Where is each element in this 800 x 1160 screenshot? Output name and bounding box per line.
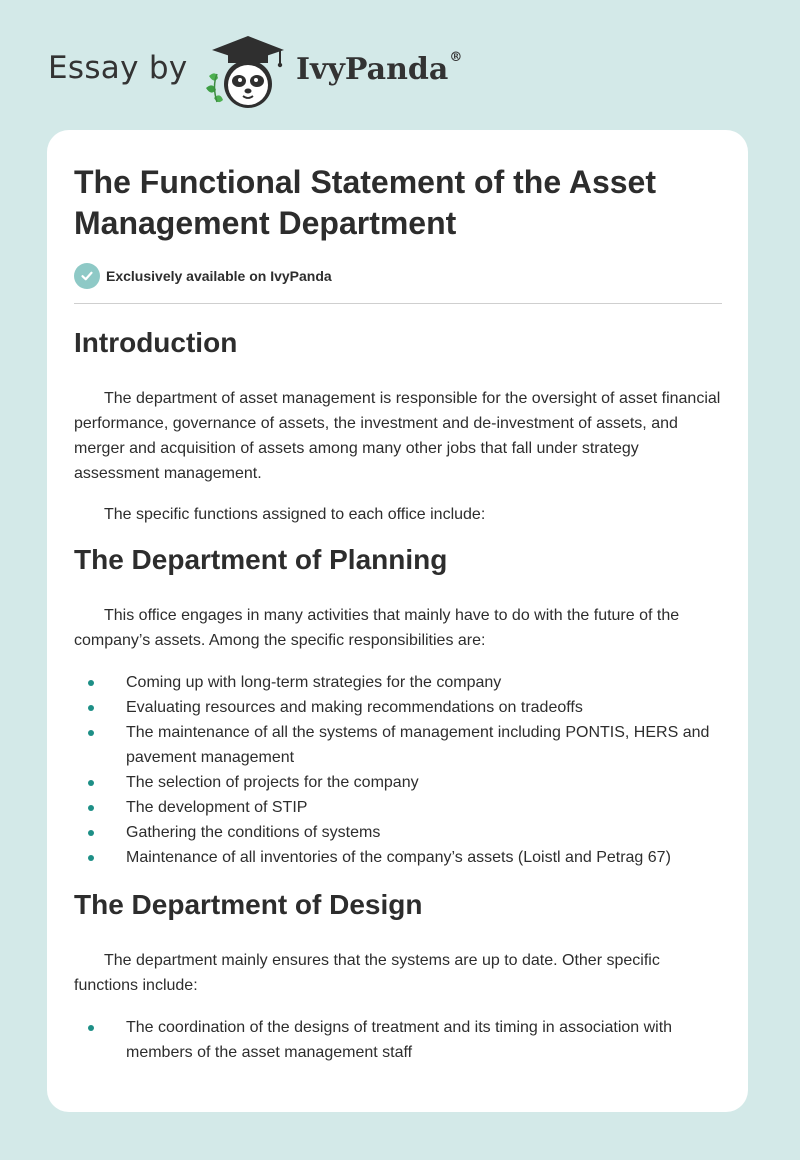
paragraph: The department mainly ensures that the systems are up to date. Other specific functions include: [74,952,660,994]
list-item-text: The coordination of the designs of treatment and its timing in association with members of the asset management staff [126,1019,673,1061]
bullet-icon [88,855,94,861]
paragraph: The department of asset management is responsible for the oversight of asset financial performance, governance of assets, the investment and de-investment of assets, and merger and acquisition of assets among many other jobs that fall under strategy assessment management. [74,390,721,482]
registered-mark: ® [449,50,463,65]
bullet-icon [88,830,94,836]
essay-title: The Functional Statement of the Asset Management Department [74,164,656,241]
list-item [74,770,724,795]
bullet-icon [88,805,94,811]
essay-by-label: Essay by [48,50,188,86]
list-item-text: The maintenance of all the systems of management including PONTIS, HERS and pavement management [126,724,710,766]
list-item-text: Evaluating resources and making recommendations on tradeoffs [126,699,583,716]
check-icon [74,263,100,289]
list-item-text: The development of STIP [126,799,308,816]
list-item [74,820,724,845]
list-item-text: Coming up with long-term strategies for the company [126,674,502,691]
list-item [74,670,724,695]
list-item [74,720,724,770]
bullet-icon [88,705,94,711]
brand-name: IvyPanda [296,52,449,87]
site-header [0,0,800,130]
bullet-icon [88,730,94,736]
design-list [74,1015,724,1065]
list-item-text: Gathering the conditions of systems [126,824,381,841]
paragraph: The specific functions assigned to each office include: [104,506,486,523]
essay-body [74,326,724,1065]
list-item [74,695,724,720]
list-item [74,845,724,870]
heading-department-of-design: The Department of Design [74,889,423,920]
essay-card [47,130,748,1112]
brand-wordmark[interactable] [296,52,462,87]
list-item [74,1015,724,1065]
list-item-text: Maintenance of all inventories of the company’s assets (Loistl and Petrag 67) [126,849,671,866]
paragraph: This office engages in many activities that mainly have to do with the future of the company’s assets. Among the specific responsibilities are: [74,607,680,649]
panda-logo-icon[interactable] [200,34,296,110]
exclusive-badge [74,263,332,289]
divider [74,303,722,304]
heading-department-of-planning: The Department of Planning [74,544,448,575]
heading-introduction: Introduction [74,327,238,358]
planning-list [74,670,724,870]
list-item [74,795,724,820]
bullet-icon [88,1025,94,1031]
bullet-icon [88,780,94,786]
list-item-text: The selection of projects for the company [126,774,419,791]
bullet-icon [88,680,94,686]
exclusive-label: Exclusively available on IvyPanda [106,268,332,284]
